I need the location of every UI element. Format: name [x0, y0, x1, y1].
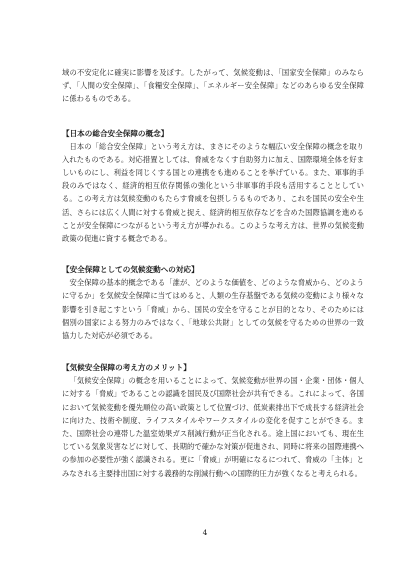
page-number: 4 — [202, 528, 208, 537]
section-merits — [62, 362, 364, 480]
page-content — [62, 66, 364, 480]
section-heading: 【安全保障としての気候変動への対応】 — [62, 265, 199, 275]
section-heading: 【日本の総合安全保障の概念】 — [62, 128, 169, 138]
intro-paragraph: 域の不安定化に確実に影響を及ぼす。したがって、気候変動は、「国家安全保障」のみならず、「人間の安全保障」、「食糧安全保障」、「エネルギー安全保障」などのあらゆる安全保障に係わるものである。 — [62, 68, 364, 104]
section-body: 日本の「総合安全保障」という考え方は、まさにそのような幅広い安全保障の概念を取り入れたものである。対応措置としては、脅威をなくす自助努力に加え、国際環境全体を好ましいものにし、利益を同じくする国との連携をも進めることを挙げている。また、軍事的手段のみではなく、経済的相互依存関係の強化という非軍事的手段も活用することとしている。この考え方は気候変動のもたらす脅威を包摂しうるものであり、これを国民の安全や生活、さらには広く人間に対する脅威と捉え、経済的相互依存などを含めた国際協調を進めることが安全保障につながるという考え方が導かれる。このような考え方は、世界の気候変動政策の促進に資する概念である。 — [62, 141, 364, 244]
section-body: 「気候安全保障」の概念を用いることによって、気候変動が世界の国・企業・団体・個人に対する「脅威」であることの認識を国民及び国際社会が共有できる。これによって、各国において気候変動を優先順位の高い政策として位置づけ、低炭素排出下で成長する経済社会に向けた、技術や制度、ライフスタイルやワークスタイルの変化を促すことができる。また、国際社会の連帯した温室効果ガス削減行動が正当化される。途上国においても、現在生じている気象災害などに対して、長期的で確かな対策が促進され、同時に将来の国際連携への参加の必要性が強く認識される。更に「脅威」が明確になるにつれて、脅威の「主体」とみなされる主要排出国に対する義務的な削減行動への国際的圧力が強くなると考えられる。 — [62, 376, 364, 478]
section-body: 安全保障の基本的概念である「誰が、どのような価値を、どのような脅威から、どのように守るか」を気候安全保障に当てはめると、人類の生存基盤である気候の変動により様々な影響を引き起こすという「脅威」から、国民の安全を守ることが目的となり、そのためには個別の国家による努力のみではなく、「地球公共財」としての気候を守るための世界の一致協力した対応が必須である。 — [62, 278, 364, 341]
section-climate-response — [62, 264, 364, 342]
section-comprehensive-security — [62, 128, 364, 246]
section-heading: 【気候安全保障の考え方のメリット】 — [62, 363, 191, 373]
